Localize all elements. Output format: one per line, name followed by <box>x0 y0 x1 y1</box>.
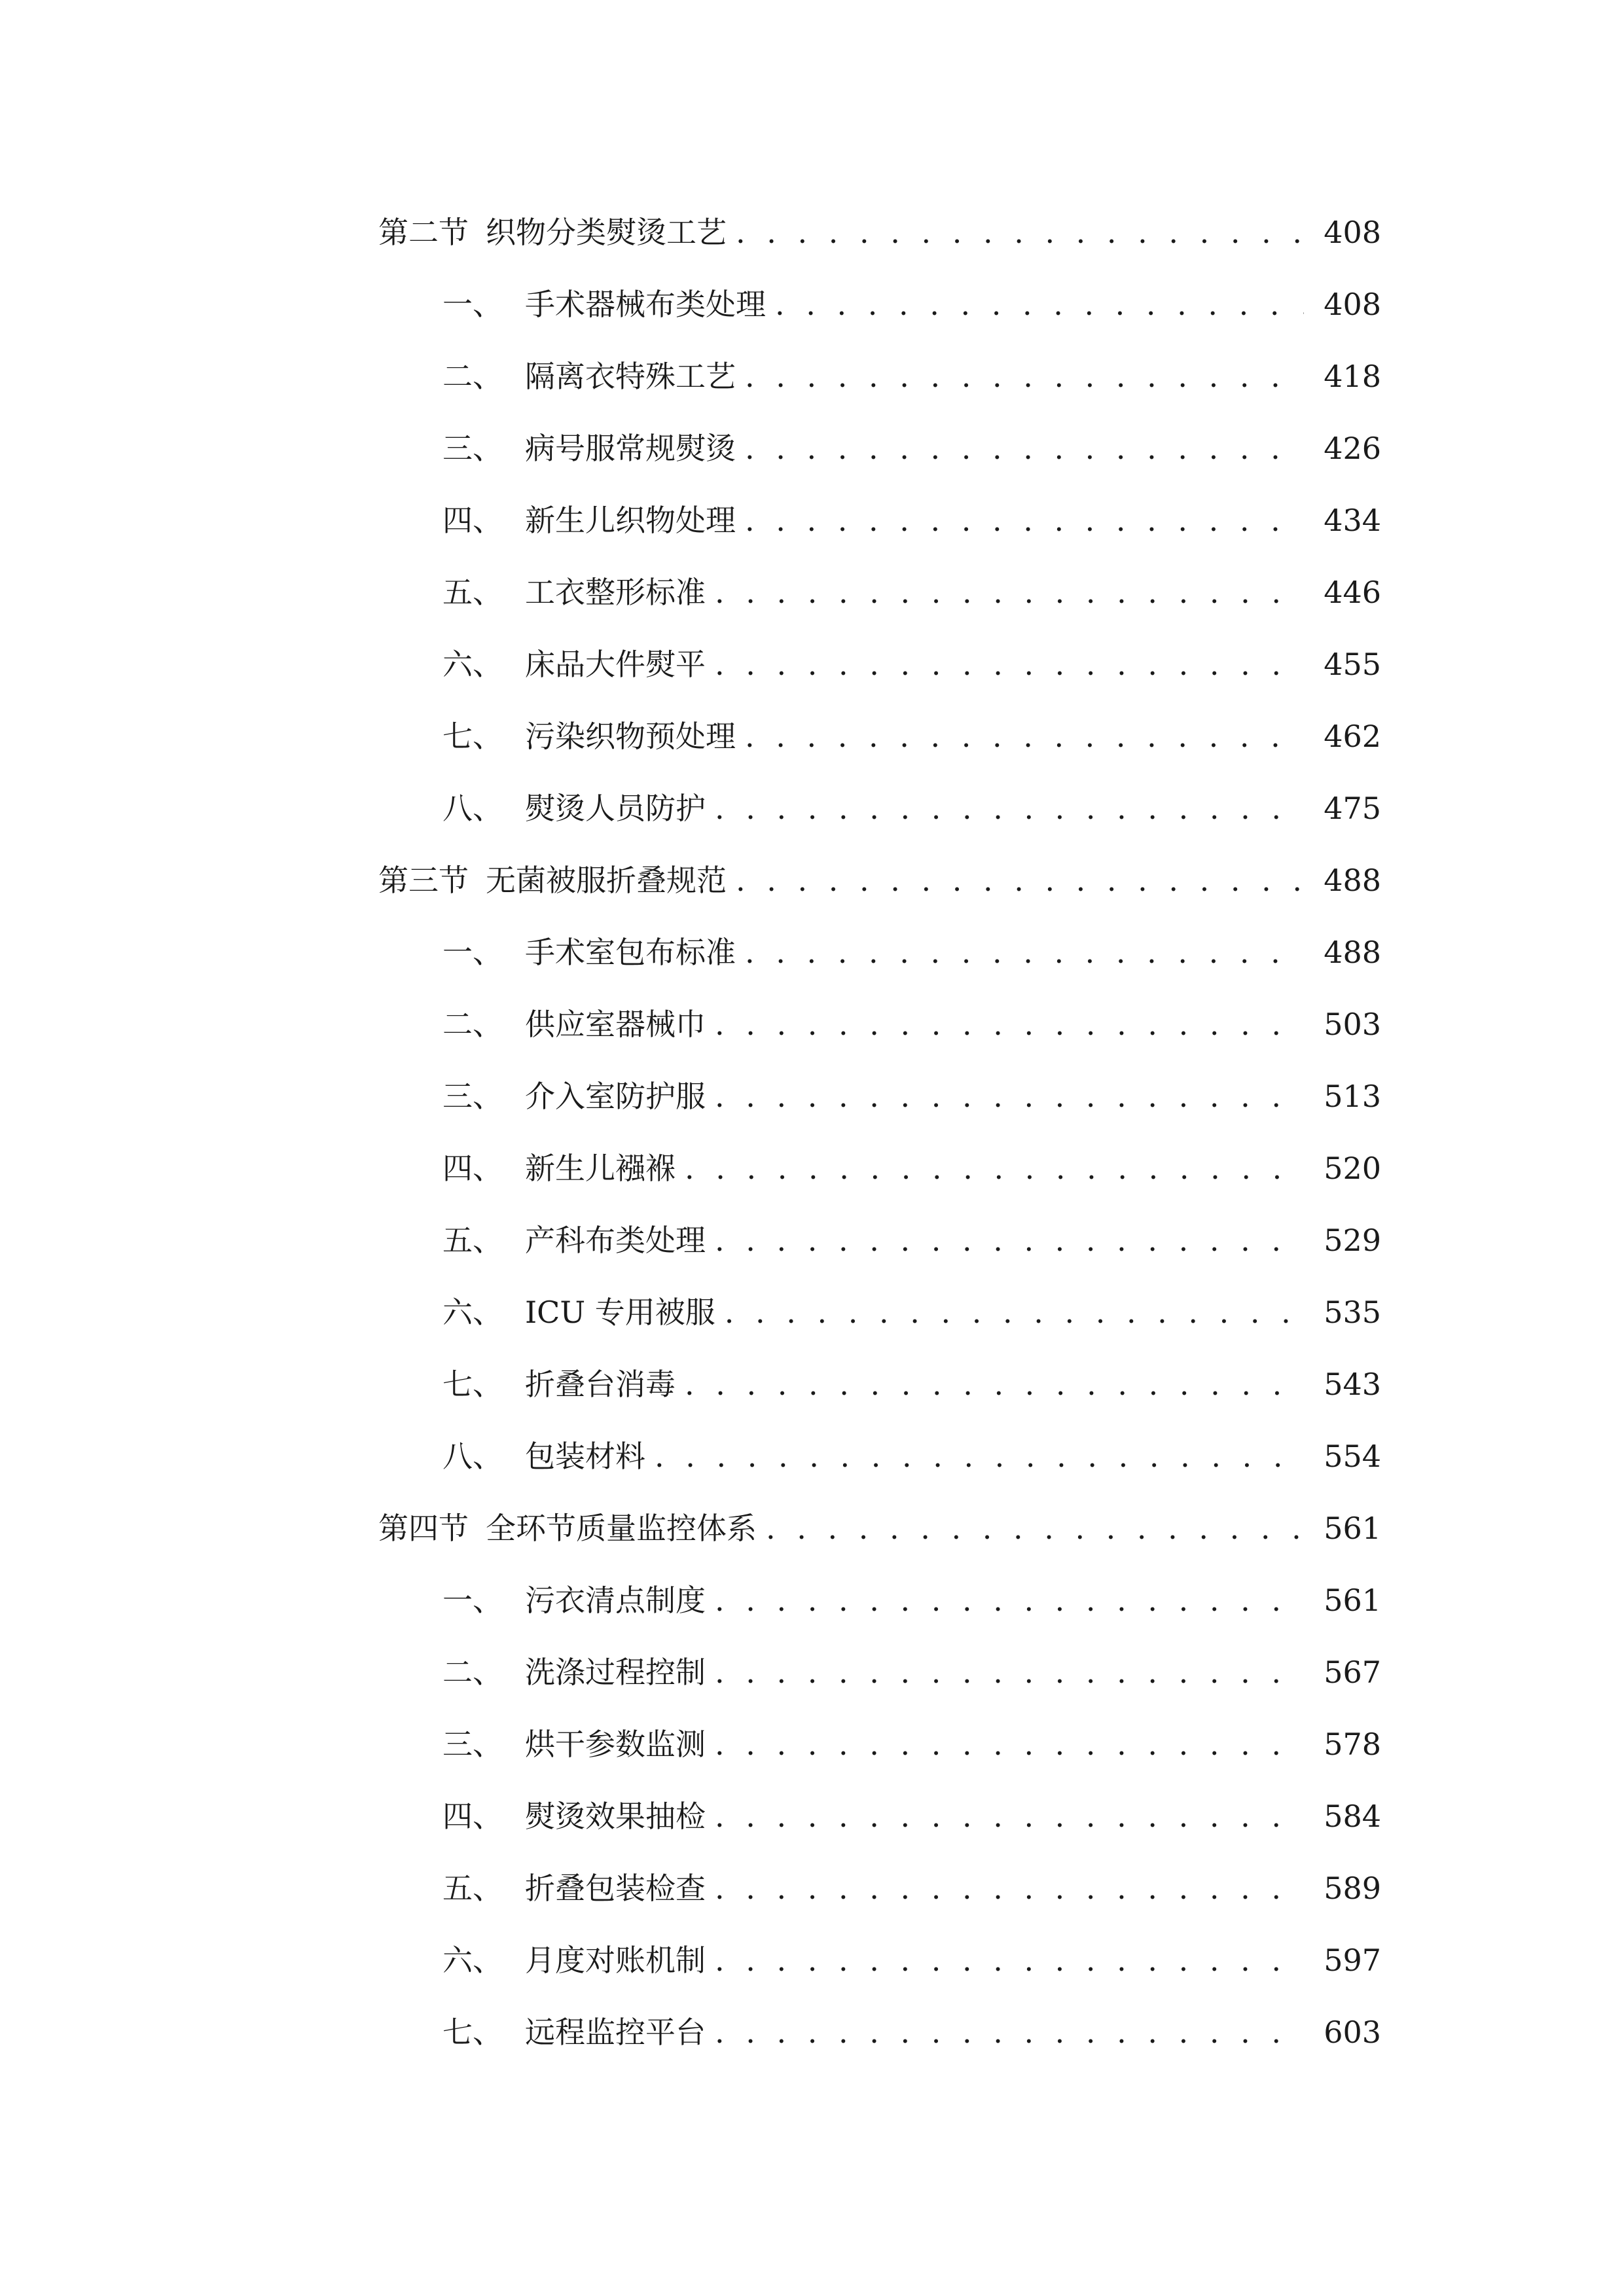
toc-item-number: 一、 <box>442 1583 503 1618</box>
toc-entry-title: 折叠台消毒 <box>525 1367 676 1402</box>
toc-page-number: 426 <box>1324 431 1381 466</box>
toc-item-number: 七、 <box>442 2015 503 2050</box>
toc-page-number: 408 <box>1324 215 1381 250</box>
toc-item-number: 二、 <box>442 359 503 394</box>
dot-leader <box>715 1564 1304 1636</box>
toc-item-row[interactable] <box>378 268 1381 340</box>
dot-leader <box>715 628 1304 700</box>
toc-page-number: 408 <box>1324 287 1381 322</box>
dot-leader <box>745 700 1304 772</box>
toc-item-number: 七、 <box>442 719 503 754</box>
toc-section-row[interactable] <box>378 1492 1381 1564</box>
dot-leader <box>745 340 1304 412</box>
toc-entry-title: 新生儿襁褓 <box>525 1151 676 1186</box>
toc-item-number: 六、 <box>442 1943 503 1978</box>
toc-item-number: 八、 <box>442 791 503 826</box>
toc-item-row[interactable] <box>378 1420 1381 1492</box>
dot-leader <box>715 988 1304 1060</box>
toc-entry-title: 污衣清点制度 <box>525 1583 706 1618</box>
toc-entry-title: 工衣整形标准 <box>525 575 706 610</box>
dot-leader <box>745 412 1304 484</box>
toc-page-number: 535 <box>1324 1295 1381 1330</box>
toc-page-number: 543 <box>1324 1367 1381 1402</box>
toc-entry-title: 洗涤过程控制 <box>525 1655 706 1690</box>
toc-entry-title: ICU 专用被服 <box>525 1295 715 1330</box>
toc-entry-title: 远程监控平台 <box>525 2015 706 2050</box>
toc-item-row[interactable] <box>378 1780 1381 1852</box>
toc-item-row[interactable] <box>378 1996 1381 2068</box>
toc-item-number: 五、 <box>442 1223 503 1258</box>
toc-page-number: 513 <box>1324 1079 1381 1114</box>
toc-entry-title: 隔离衣特殊工艺 <box>525 359 736 394</box>
toc-section-row[interactable] <box>378 844 1381 916</box>
toc-entry-title: 新生儿织物处理 <box>525 503 736 538</box>
toc-item-number: 八、 <box>442 1439 503 1474</box>
toc-item-row[interactable] <box>378 340 1381 412</box>
dot-leader <box>715 1852 1304 1924</box>
dot-leader <box>725 1276 1304 1348</box>
toc-page-number: 418 <box>1324 359 1381 394</box>
toc-item-number: 七、 <box>442 1367 503 1402</box>
toc-page-number: 455 <box>1324 647 1381 682</box>
toc-page-number: 520 <box>1324 1151 1381 1186</box>
toc-item-row[interactable] <box>378 1204 1381 1276</box>
toc-entry-title: 手术室包布标准 <box>525 935 736 970</box>
toc-entry-title: 病号服常规熨烫 <box>525 431 736 466</box>
table-of-contents <box>378 196 1381 2068</box>
dot-leader <box>715 556 1304 628</box>
toc-page-number: 475 <box>1324 791 1381 826</box>
toc-entry-title: 全环节质量监控体系 <box>486 1511 757 1546</box>
toc-item-row[interactable] <box>378 1564 1381 1636</box>
dot-leader <box>766 1492 1304 1564</box>
toc-entry-title: 织物分类熨烫工艺 <box>486 215 727 250</box>
toc-item-number: 四、 <box>442 503 503 538</box>
toc-page-number: 603 <box>1324 2015 1381 2050</box>
toc-item-row[interactable] <box>378 1708 1381 1780</box>
toc-item-row[interactable] <box>378 412 1381 484</box>
toc-entry-title: 熨烫效果抽检 <box>525 1799 706 1834</box>
dot-leader <box>715 1708 1304 1780</box>
toc-entry-title: 产科布类处理 <box>525 1223 706 1258</box>
toc-item-number: 四、 <box>442 1151 503 1186</box>
toc-item-row[interactable] <box>378 1852 1381 1924</box>
toc-page-number: 578 <box>1324 1727 1381 1762</box>
toc-page-number: 488 <box>1324 935 1381 970</box>
toc-item-row[interactable] <box>378 1348 1381 1420</box>
toc-entry-title: 污染织物预处理 <box>525 719 736 754</box>
toc-page-number: 488 <box>1324 863 1381 898</box>
dot-leader <box>715 772 1304 844</box>
dot-leader <box>745 484 1304 556</box>
dot-leader <box>775 268 1304 340</box>
toc-item-row[interactable] <box>378 772 1381 844</box>
toc-page-number: 434 <box>1324 503 1381 538</box>
toc-item-row[interactable] <box>378 556 1381 628</box>
dot-leader <box>736 844 1304 916</box>
toc-item-row[interactable] <box>378 1132 1381 1204</box>
toc-item-number: 四、 <box>442 1799 503 1834</box>
dot-leader <box>715 1996 1304 2068</box>
toc-item-row[interactable] <box>378 484 1381 556</box>
dot-leader <box>736 196 1304 268</box>
toc-page-number: 561 <box>1324 1583 1381 1618</box>
toc-item-number: 三、 <box>442 431 503 466</box>
toc-section-number: 第四节 <box>378 1511 469 1546</box>
dot-leader <box>715 1204 1304 1276</box>
dot-leader <box>715 1060 1304 1132</box>
toc-page-number: 554 <box>1324 1439 1381 1474</box>
toc-page-number: 462 <box>1324 719 1381 754</box>
dot-leader <box>685 1348 1304 1420</box>
toc-item-row[interactable] <box>378 700 1381 772</box>
toc-item-row[interactable] <box>378 988 1381 1060</box>
toc-page-number: 584 <box>1324 1799 1381 1834</box>
toc-item-row[interactable] <box>378 1924 1381 1996</box>
toc-item-number: 三、 <box>442 1079 503 1114</box>
toc-item-number: 一、 <box>442 287 503 322</box>
toc-item-number: 二、 <box>442 1007 503 1042</box>
dot-leader <box>715 1636 1304 1708</box>
dot-leader <box>715 1924 1304 1996</box>
dot-leader <box>745 916 1304 988</box>
toc-item-row[interactable] <box>378 1636 1381 1708</box>
toc-entry-title: 手术器械布类处理 <box>525 287 766 322</box>
dot-leader <box>655 1420 1304 1492</box>
toc-page-number: 529 <box>1324 1223 1381 1258</box>
toc-item-number: 五、 <box>442 1871 503 1906</box>
toc-item-number: 六、 <box>442 1295 503 1330</box>
toc-item-number: 三、 <box>442 1727 503 1762</box>
dot-leader <box>715 1780 1304 1852</box>
toc-entry-title: 熨烫人员防护 <box>525 791 706 826</box>
toc-page-number: 561 <box>1324 1511 1381 1546</box>
toc-page-number: 567 <box>1324 1655 1381 1690</box>
toc-section-number: 第三节 <box>378 863 469 898</box>
toc-entry-title: 包装材料 <box>525 1439 645 1474</box>
toc-entry-title: 床品大件熨平 <box>525 647 706 682</box>
toc-section-number: 第二节 <box>378 215 469 250</box>
toc-item-number: 六、 <box>442 647 503 682</box>
toc-item-number: 五、 <box>442 575 503 610</box>
toc-item-number: 二、 <box>442 1655 503 1690</box>
toc-page-number: 446 <box>1324 575 1381 610</box>
toc-entry-title: 无菌被服折叠规范 <box>486 863 727 898</box>
toc-page-number: 597 <box>1324 1943 1381 1978</box>
toc-page-number: 503 <box>1324 1007 1381 1042</box>
toc-entry-title: 供应室器械巾 <box>525 1007 706 1042</box>
toc-entry-title: 折叠包装检查 <box>525 1871 706 1906</box>
toc-entry-title: 月度对账机制 <box>525 1943 706 1978</box>
toc-item-row[interactable] <box>378 628 1381 700</box>
toc-page-number: 589 <box>1324 1871 1381 1906</box>
toc-item-row[interactable] <box>378 1060 1381 1132</box>
toc-entry-title: 烘干参数监测 <box>525 1727 706 1762</box>
toc-section-row[interactable] <box>378 196 1381 268</box>
toc-entry-title: 介入室防护服 <box>525 1079 706 1114</box>
dot-leader <box>685 1132 1304 1204</box>
toc-item-row[interactable] <box>378 916 1381 988</box>
toc-item-row[interactable] <box>378 1276 1381 1348</box>
toc-item-number: 一、 <box>442 935 503 970</box>
